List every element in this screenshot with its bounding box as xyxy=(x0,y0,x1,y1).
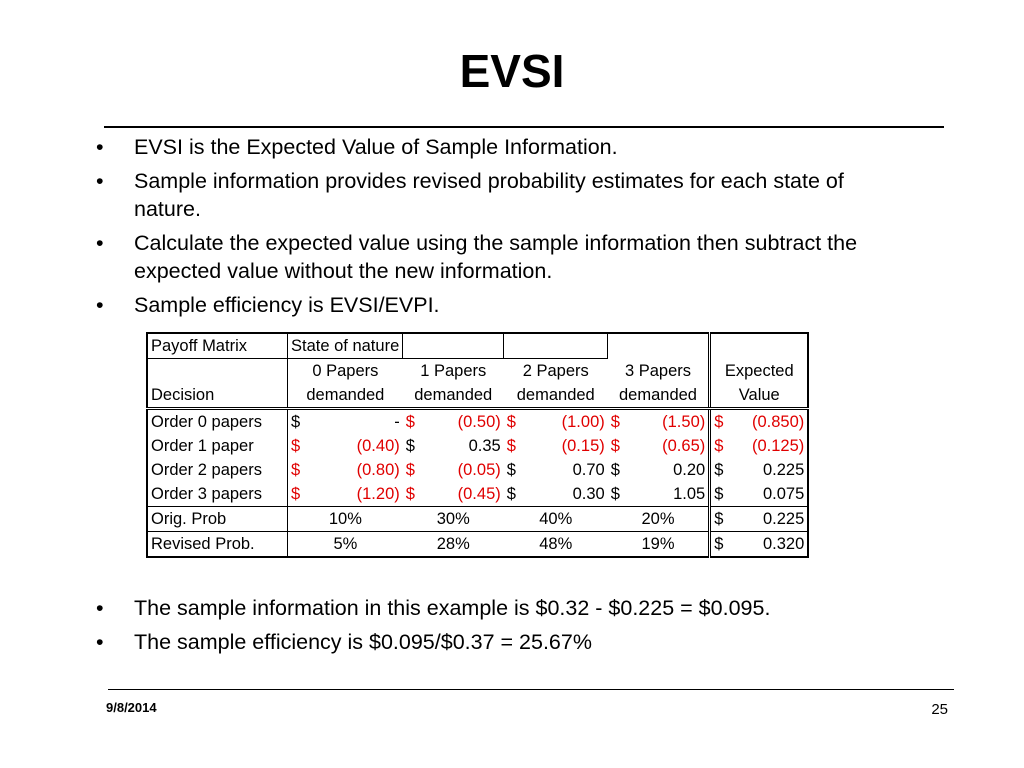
bullet-item xyxy=(96,628,916,656)
bottom-bullet-list xyxy=(96,594,916,662)
payoff-cell xyxy=(288,482,403,507)
table-row xyxy=(147,482,808,507)
decision-label: Order 3 papers xyxy=(147,482,288,507)
bullet-item xyxy=(96,167,916,223)
table-column-heading-line2 xyxy=(147,383,808,409)
decision-label: Order 0 papers xyxy=(147,409,288,435)
currency-symbol: $ xyxy=(714,510,724,528)
payoff-value: 0.70 xyxy=(572,461,605,479)
column-subheading-0: demanded xyxy=(288,383,403,409)
decision-label: Order 2 papers xyxy=(147,458,288,482)
currency-symbol: $ xyxy=(610,461,620,479)
decision-label: Order 1 paper xyxy=(147,434,288,458)
table-column-heading-line1 xyxy=(147,359,808,384)
payoff-cell xyxy=(504,482,608,507)
orig-prob-row xyxy=(147,507,808,532)
orig-prob-cell: 30% xyxy=(403,507,504,532)
currency-symbol: $ xyxy=(405,437,415,455)
payoff-cell xyxy=(288,434,403,458)
orig-prob-cell: 10% xyxy=(288,507,403,532)
footer-divider xyxy=(108,689,954,690)
payoff-cell xyxy=(403,434,504,458)
payoff-value: (0.05) xyxy=(457,461,501,479)
currency-symbol: $ xyxy=(714,413,724,431)
bullet-item xyxy=(96,229,916,285)
expected-subheading: Value xyxy=(710,383,809,409)
bullet-text: Sample efficiency is EVSI/EVPI. xyxy=(134,293,440,317)
currency-symbol: $ xyxy=(506,485,516,503)
payoff-cell xyxy=(608,434,710,458)
payoff-cell xyxy=(608,482,710,507)
payoff-cell xyxy=(608,458,710,482)
expected-value-cell xyxy=(710,409,809,435)
currency-symbol: $ xyxy=(405,485,415,503)
column-heading-0: 0 Papers xyxy=(312,362,379,380)
expected-heading: Expected xyxy=(710,359,809,384)
currency-symbol: $ xyxy=(291,485,301,503)
revised-expected-cell xyxy=(710,532,809,558)
payoff-value: - xyxy=(394,413,400,431)
corner-label: Payoff Matrix xyxy=(147,333,288,359)
expected-value: (0.850) xyxy=(751,413,805,431)
expected-value: 0.225 xyxy=(762,461,805,479)
column-heading-1: 1 Papers xyxy=(420,362,487,380)
payoff-cell xyxy=(403,482,504,507)
revised-prob-cell: 48% xyxy=(504,532,608,558)
orig-expected-cell xyxy=(710,507,809,532)
payoff-cell xyxy=(608,409,710,435)
column-subheading-1: demanded xyxy=(403,383,504,409)
column-heading-3: 3 Papers xyxy=(624,362,692,380)
currency-symbol: $ xyxy=(610,485,620,503)
footer-date: 9/8/2014 xyxy=(106,700,157,715)
header-empty-cell xyxy=(504,333,608,359)
expected-value-cell xyxy=(710,434,809,458)
currency-symbol: $ xyxy=(291,413,301,431)
header-empty-cell xyxy=(403,333,504,359)
currency-symbol: $ xyxy=(405,461,415,479)
bullet-text: EVSI is the Expected Value of Sample Information. xyxy=(134,135,618,159)
currency-symbol: $ xyxy=(610,413,620,431)
payoff-cell xyxy=(403,409,504,435)
bullet-text: The sample information in this example is $0.32 - $0.225 = $0.095. xyxy=(134,596,771,620)
orig-expected-value: 0.225 xyxy=(762,510,805,528)
currency-symbol: $ xyxy=(506,413,516,431)
payoff-value: (0.80) xyxy=(356,461,400,479)
bullet-glyph: • xyxy=(96,293,104,317)
revised-expected-value: 0.320 xyxy=(762,535,805,553)
payoff-value: 0.35 xyxy=(468,437,501,455)
revised-prob-cell: 28% xyxy=(403,532,504,558)
bullet-glyph: • xyxy=(96,135,104,159)
bullet-glyph: • xyxy=(96,169,104,193)
revised-prob-cell: 19% xyxy=(608,532,710,558)
slide-title: EVSI xyxy=(459,45,565,97)
expected-value: 0.075 xyxy=(762,485,805,503)
currency-symbol: $ xyxy=(405,413,415,431)
bullet-text: Calculate the expected value using the sample information then subtract the expected value without the new information. xyxy=(134,231,858,283)
currency-symbol: $ xyxy=(714,461,724,479)
payoff-value: (1.50) xyxy=(662,413,706,431)
revised-prob-label: Revised Prob. xyxy=(147,532,288,558)
currency-symbol: $ xyxy=(506,461,516,479)
column-heading-2: 2 Papers xyxy=(522,362,589,380)
expected-value: (0.125) xyxy=(751,437,805,455)
payoff-cell xyxy=(288,458,403,482)
top-bullet-list xyxy=(96,133,916,325)
bullet-glyph: • xyxy=(96,630,104,654)
revised-prob-cell: 5% xyxy=(288,532,403,558)
payoff-value: 1.05 xyxy=(673,485,706,503)
payoff-cell xyxy=(288,409,403,435)
decision-label: Decision xyxy=(147,383,288,409)
expected-value-cell xyxy=(710,482,809,507)
table-header-row xyxy=(147,333,808,359)
revised-prob-row xyxy=(147,532,808,558)
table-row xyxy=(147,409,808,435)
orig-prob-label: Orig. Prob xyxy=(147,507,288,532)
bullet-item xyxy=(96,594,916,622)
payoff-value: (0.50) xyxy=(457,413,501,431)
payoff-value: (0.65) xyxy=(662,437,706,455)
currency-symbol: $ xyxy=(291,461,301,479)
orig-prob-cell: 20% xyxy=(608,507,710,532)
payoff-matrix-table xyxy=(146,332,809,558)
column-subheading-3: demanded xyxy=(608,383,710,409)
currency-symbol: $ xyxy=(610,437,620,455)
payoff-cell xyxy=(403,458,504,482)
table-row xyxy=(147,458,808,482)
bullet-glyph: • xyxy=(96,596,104,620)
bullet-glyph: • xyxy=(96,231,104,255)
bullet-text: The sample efficiency is $0.095/$0.37 = 25.67% xyxy=(134,630,592,654)
payoff-value: (0.15) xyxy=(561,437,605,455)
bullet-item xyxy=(96,133,916,161)
currency-symbol: $ xyxy=(714,535,724,553)
orig-prob-cell: 40% xyxy=(504,507,608,532)
payoff-value: (0.40) xyxy=(356,437,400,455)
payoff-value: 0.30 xyxy=(572,485,605,503)
header-empty-cell xyxy=(710,333,809,359)
payoff-value: (1.00) xyxy=(561,413,605,431)
payoff-cell xyxy=(504,434,608,458)
currency-symbol: $ xyxy=(291,437,301,455)
payoff-value: (1.20) xyxy=(356,485,400,503)
payoff-value: 0.20 xyxy=(673,461,706,479)
page-number: 25 xyxy=(931,701,948,718)
payoff-value: (0.45) xyxy=(457,485,501,503)
expected-value-cell xyxy=(710,458,809,482)
decision-spacer xyxy=(147,359,288,384)
state-of-nature-label: State of nature xyxy=(288,333,403,359)
currency-symbol: $ xyxy=(506,437,516,455)
payoff-cell xyxy=(504,409,608,435)
table-row xyxy=(147,434,808,458)
currency-symbol: $ xyxy=(714,485,724,503)
column-subheading-2: demanded xyxy=(504,383,608,409)
bullet-text: Sample information provides revised probability estimates for each state of nature. xyxy=(134,169,844,221)
bullet-item xyxy=(96,291,916,319)
header-empty-cell xyxy=(608,333,710,359)
payoff-cell xyxy=(504,458,608,482)
currency-symbol: $ xyxy=(714,437,724,455)
title-divider xyxy=(104,126,944,128)
